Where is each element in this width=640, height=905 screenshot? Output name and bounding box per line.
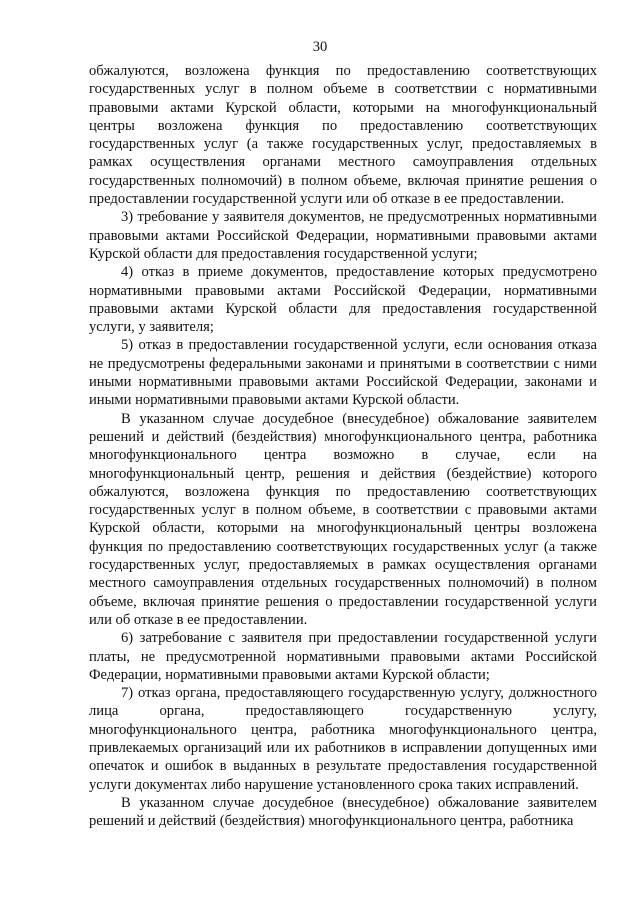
- paragraph-2: 3) требование у заявителя документов, не предусмотренных нормативными правовыми актами Российской Федерации, нормативными правовыми актами Курской области для предоставления государственной услуги;: [89, 209, 597, 262]
- paragraph-5: В указанном случае досудебное (внесудебное) обжалование заявителем решений и действий (бездействия) многофункционального центра, работника многофункционального центра возможно в случае, если на многофункциональный центр, решения и действия (бездействие) которого обжалуются, возложена функция по предоставлению соответствующих государственных услуг в полном объеме, в соответствии с правовыми актами Курской области, которыми на многофункциональный центры возложена функция по предоставлению соответствующих государственных услуг (а также государственных услуг, предоставляемых в рамках осуществления органами местного самоуправления отдельных государственных полномочий) в полном объеме, включая принятие решения о предоставлении государственной услуги или об отказе в ее предоставлении.: [89, 410, 597, 628]
- document-body: [89, 62, 597, 830]
- paragraph-1: обжалуются, возложена функция по предоставлению соответствующих государственных услуг в полном объеме в соответствии с нормативными правовыми актами Курской области, которыми на многофункциональный центры возложена функция по предоставлению соответствующих государственных услуг (а также государственных услуг, предоставляемых в рамках осуществления органами местного самоуправления отдельных государственных полномочий) в полном объеме, включая принятие решения о предоставлении государственной услуги или об отказе в ее предоставлении.: [89, 63, 597, 208]
- paragraph-4: 5) отказ в предоставлении государственной услуги, если основания отказа не предусмотрены федеральными законами и принятыми в соответствии с ними иными нормативными правовыми актами Российской Федерации, законами и иными нормативными правовыми актами Курской области.: [89, 337, 597, 409]
- paragraph-3: 4) отказ в приеме документов, предоставление которых предусмотрено нормативными правовыми актами Российской Федерации, нормативными правовыми актами Курской области для предоставления государственной услуги, у заявителя;: [89, 264, 597, 336]
- paragraph-7: 7) отказ органа, предоставляющего государственную услугу, должностного лица органа, предоставляющего государственную услугу, многофункционального центра, работника многофункционального центра, привлекаемых организаций или их работников в исправлении допущенных ими опечаток и ошибок в выданных в результате предоставления государственной услуги документах либо нарушение установленного срока таких исправлений.: [89, 685, 597, 793]
- paragraph-8: В указанном случае досудебное (внесудебное) обжалование заявителем решений и действий (бездействия) многофункционального центра, работника: [89, 794, 597, 830]
- paragraph-6: 6) затребование с заявителя при предоставлении государственной услуги платы, не предусмотренной нормативными правовыми актами Российской Федерации, нормативными правовыми актами Курской области;: [89, 630, 597, 683]
- page-number: 30: [312, 39, 328, 55]
